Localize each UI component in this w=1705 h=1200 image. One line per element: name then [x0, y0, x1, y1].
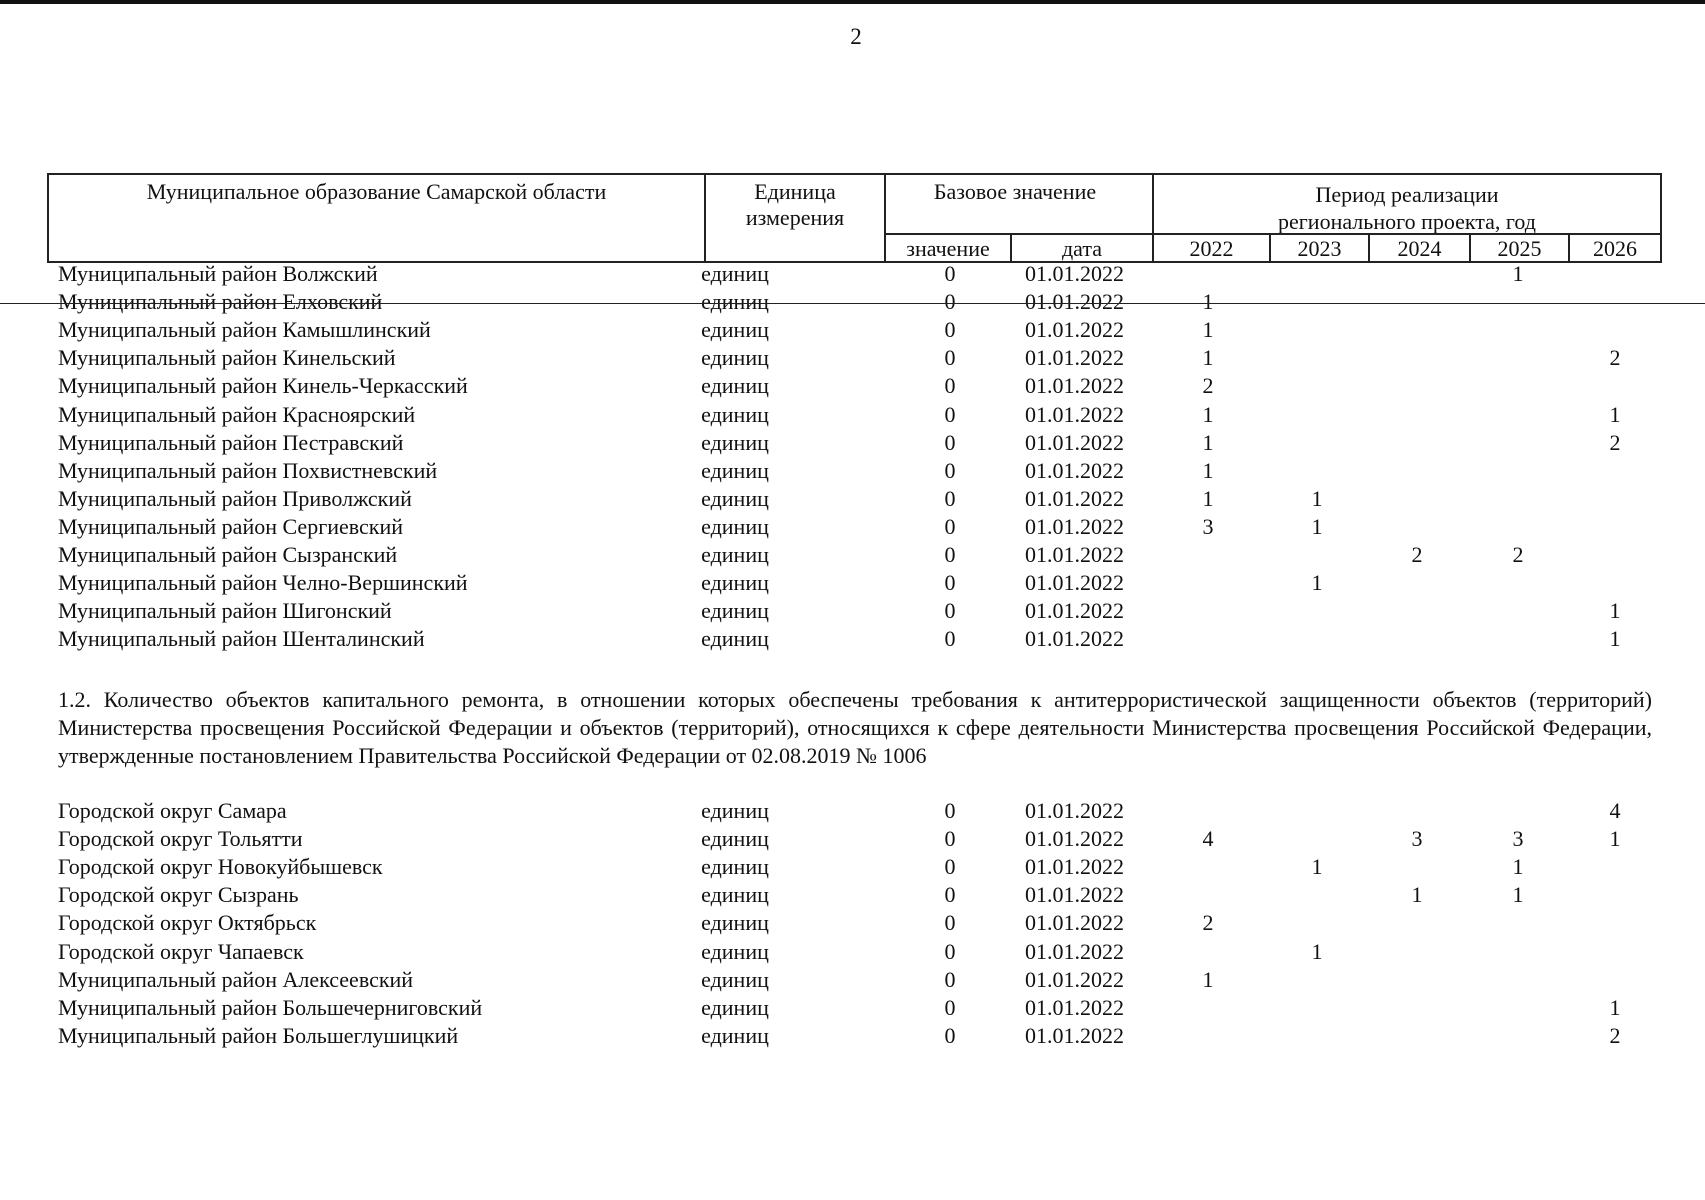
row-base-date: 01.01.2022: [1025, 317, 1124, 343]
row-base-date: 01.01.2022: [1025, 570, 1124, 596]
row-name: Муниципальный район Камышлинский: [58, 317, 431, 343]
table-row: [0, 513, 1705, 541]
row-unit: единиц: [701, 826, 769, 852]
row-unit: единиц: [701, 966, 769, 992]
row-base-date: 01.01.2022: [1025, 261, 1124, 286]
row-base-value: 0: [944, 401, 956, 427]
row-name: Муниципальный район Кинель-Черкасский: [58, 373, 468, 399]
header-base-value: значение: [906, 236, 990, 261]
table-row: [0, 625, 1705, 653]
row-unit: единиц: [701, 289, 769, 315]
row-unit: единиц: [701, 542, 769, 567]
row-base-date: 01.01.2022: [1025, 401, 1124, 427]
row-name: Городской округ Тольятти: [58, 826, 303, 852]
row-year-value: 2: [1609, 1022, 1621, 1048]
row-base-value: 0: [944, 938, 956, 964]
row-name: Городской округ Чапаевск: [58, 938, 304, 964]
table-row: [0, 260, 1705, 288]
header-unit-line2: измерения: [745, 205, 845, 230]
table-row: [0, 909, 1705, 937]
row-base-value: 0: [944, 542, 956, 567]
row-unit: единиц: [701, 626, 769, 652]
row-base-value: 0: [944, 485, 956, 511]
row-unit: единиц: [701, 854, 769, 880]
row-base-value: 0: [944, 289, 956, 315]
row-base-date: 01.01.2022: [1025, 485, 1124, 511]
header-base-date: дата: [1061, 236, 1103, 261]
row-year-value: 2: [1202, 910, 1214, 936]
row-base-date: 01.01.2022: [1025, 598, 1124, 624]
row-year-value: 2: [1202, 373, 1214, 399]
header-unit-line1: Единица: [754, 179, 836, 204]
row-unit: единиц: [701, 513, 769, 539]
row-base-date: 01.01.2022: [1025, 882, 1124, 908]
row-base-date: 01.01.2022: [1025, 513, 1124, 539]
header-year: 2025: [1497, 236, 1542, 261]
row-base-value: 0: [944, 882, 956, 908]
row-unit: единиц: [701, 429, 769, 455]
table-row: [0, 429, 1705, 457]
table-row: [0, 825, 1705, 853]
row-base-date: 01.01.2022: [1025, 289, 1124, 315]
row-name: Муниципальный район Пестравский: [58, 429, 404, 455]
table-row: [0, 597, 1705, 625]
page-top-border: [0, 0, 1705, 4]
row-name: Муниципальный район Волжский: [58, 261, 378, 286]
row-name: Муниципальный район Сызранский: [58, 542, 398, 567]
row-year-value: 2: [1512, 542, 1524, 567]
row-year-value: 1: [1609, 626, 1621, 652]
row-base-date: 01.01.2022: [1025, 854, 1124, 880]
header-period-line1: Период реализации: [1315, 182, 1499, 207]
row-year-value: 1: [1202, 966, 1214, 992]
table-row: [0, 797, 1705, 825]
row-base-date: 01.01.2022: [1025, 826, 1124, 852]
row-unit: единиц: [701, 401, 769, 427]
row-base-date: 01.01.2022: [1025, 966, 1124, 992]
table-row: [0, 316, 1705, 344]
row-year-value: 1: [1609, 598, 1621, 624]
table-row: [0, 881, 1705, 909]
row-year-value: 1: [1609, 994, 1621, 1020]
strikethrough-line: [0, 303, 1705, 304]
row-unit: единиц: [701, 317, 769, 343]
table-row: [0, 569, 1705, 597]
header-period: [1154, 181, 1660, 235]
row-base-date: 01.01.2022: [1025, 429, 1124, 455]
table-row: [0, 853, 1705, 881]
row-unit: единиц: [701, 485, 769, 511]
row-name: Городской округ Самара: [58, 798, 287, 823]
row-name: Муниципальный район Похвистневский: [58, 457, 438, 483]
row-base-value: 0: [944, 317, 956, 343]
row-year-value: 1: [1512, 882, 1524, 908]
row-base-value: 0: [944, 513, 956, 539]
row-base-date: 01.01.2022: [1025, 798, 1124, 823]
row-unit: единиц: [701, 345, 769, 371]
row-base-value: 0: [944, 457, 956, 483]
row-year-value: 1: [1609, 401, 1621, 427]
row-base-value: 0: [944, 994, 956, 1020]
row-base-date: 01.01.2022: [1025, 938, 1124, 964]
header-year: 2022: [1189, 236, 1234, 261]
row-year-value: 3: [1202, 513, 1214, 539]
row-year-value: 1: [1202, 289, 1214, 315]
row-base-date: 01.01.2022: [1025, 542, 1124, 567]
row-year-value: 2: [1609, 429, 1621, 455]
row-year-value: 1: [1311, 854, 1323, 880]
header-municipality: Муниципальное образование Самарской области: [146, 179, 607, 204]
row-unit: единиц: [701, 598, 769, 624]
row-name: Муниципальный район Шигонский: [58, 598, 392, 624]
header-base: Базовое значение: [933, 179, 1097, 204]
header-year: 2023: [1297, 236, 1342, 261]
row-name: Муниципальный район Красноярский: [58, 401, 416, 427]
header-year: 2024: [1397, 236, 1442, 261]
row-year-value: 1: [1202, 485, 1214, 511]
row-name: Муниципальный район Сергиевский: [58, 513, 404, 539]
row-base-value: 0: [944, 854, 956, 880]
row-base-date: 01.01.2022: [1025, 1022, 1124, 1048]
row-base-value: 0: [944, 345, 956, 371]
row-base-date: 01.01.2022: [1025, 910, 1124, 936]
table-row: [0, 457, 1705, 485]
row-name: Муниципальный район Челно-Вершинский: [58, 570, 468, 596]
table-header: [47, 173, 1662, 263]
row-year-value: 2: [1411, 542, 1423, 567]
row-unit: единиц: [701, 457, 769, 483]
row-unit: единиц: [701, 910, 769, 936]
row-year-value: 1: [1202, 457, 1214, 483]
header-period-line2: регионального проекта, год: [1278, 209, 1536, 234]
table-row: [0, 994, 1705, 1022]
row-base-date: 01.01.2022: [1025, 626, 1124, 652]
row-base-value: 0: [944, 261, 956, 286]
row-year-value: 1: [1411, 882, 1423, 908]
row-year-value: 1: [1311, 938, 1323, 964]
row-year-value: 3: [1411, 826, 1423, 852]
row-base-value: 0: [944, 798, 956, 823]
row-year-value: 2: [1609, 345, 1621, 371]
table-row: [0, 1022, 1705, 1050]
table-row: [0, 938, 1705, 966]
table-row: [0, 541, 1705, 569]
row-unit: единиц: [701, 373, 769, 399]
row-unit: единиц: [701, 994, 769, 1020]
row-unit: единиц: [701, 1022, 769, 1048]
row-year-value: 1: [1512, 854, 1524, 880]
row-name: Муниципальный район Приволжский: [58, 485, 412, 511]
row-name: Городской округ Новокуйбышевск: [58, 854, 383, 880]
row-unit: единиц: [701, 261, 769, 286]
row-name: Муниципальный район Елховский: [58, 289, 383, 315]
row-year-value: 1: [1311, 513, 1323, 539]
row-year-value: 1: [1202, 345, 1214, 371]
divider: [704, 175, 706, 261]
table-row: [0, 966, 1705, 994]
section-paragraph: 1.2. Количество объектов капитального ремонта, в отношении которых обеспечены требования к антитеррористической защищенности объектов (территорий) Министерства просвещения Российской Федерации и объектов (территорий), относящихся к сфере деятельности Министерства просвещения Российской Федерации, утвержденные постановлением Правительства Российской Федерации от 02.08.2019 № 1006: [58, 687, 1652, 768]
row-base-value: 0: [944, 966, 956, 992]
row-unit: единиц: [701, 798, 769, 823]
header-year: 2026: [1593, 236, 1637, 261]
row-year-value: 1: [1311, 485, 1323, 511]
row-unit: единиц: [701, 882, 769, 908]
row-year-value: 1: [1202, 401, 1214, 427]
row-base-value: 0: [944, 570, 956, 596]
row-year-value: 1: [1609, 826, 1621, 852]
row-base-value: 0: [944, 598, 956, 624]
row-unit: единиц: [701, 570, 769, 596]
row-name: Муниципальный район Кинельский: [58, 345, 396, 371]
page-number: 2: [850, 24, 862, 49]
row-name: Муниципальный район Шенталинский: [58, 626, 425, 652]
row-name: Городской округ Сызрань: [58, 882, 299, 908]
row-base-date: 01.01.2022: [1025, 345, 1124, 371]
row-base-date: 01.01.2022: [1025, 994, 1124, 1020]
row-name: Муниципальный район Большеглушицкий: [58, 1022, 459, 1048]
row-year-value: 1: [1512, 261, 1524, 286]
row-year-value: 1: [1202, 317, 1214, 343]
table-row: [0, 485, 1705, 513]
table-row: [0, 344, 1705, 372]
row-name: Муниципальный район Алексеевский: [58, 966, 414, 992]
table-row: [0, 401, 1705, 429]
header-unit: [706, 179, 884, 231]
table-row: [0, 372, 1705, 400]
row-year-value: 1: [1202, 429, 1214, 455]
row-base-date: 01.01.2022: [1025, 373, 1124, 399]
row-name: Муниципальный район Большечерниговский: [58, 994, 483, 1020]
row-unit: единиц: [701, 938, 769, 964]
row-year-value: 4: [1609, 798, 1621, 823]
row-year-value: 3: [1512, 826, 1524, 852]
row-base-value: 0: [944, 373, 956, 399]
row-base-value: 0: [944, 429, 956, 455]
row-base-value: 0: [944, 910, 956, 936]
row-year-value: 4: [1202, 826, 1214, 852]
row-base-value: 0: [944, 626, 956, 652]
row-base-date: 01.01.2022: [1025, 457, 1124, 483]
row-base-value: 0: [944, 1022, 956, 1048]
row-base-value: 0: [944, 826, 956, 852]
row-year-value: 1: [1311, 570, 1323, 596]
row-name: Городской округ Октябрьск: [58, 910, 317, 936]
